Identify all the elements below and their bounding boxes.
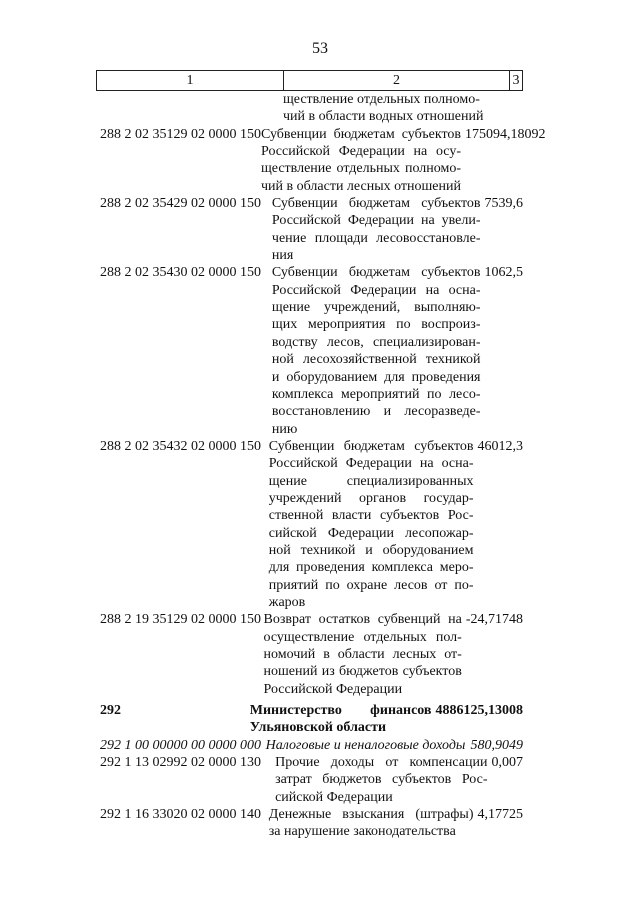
name-line: учреждений органов государ- — [268, 490, 474, 506]
name-line: затрат бюджетов субъектов Рос- — [275, 772, 488, 788]
row-value: 4,17725 — [477, 807, 523, 823]
name-line: ной лесохозяйственной техникой — [271, 352, 481, 368]
name-line: сийской Федерации лесопожар- — [268, 525, 474, 541]
name-line: чий в области лесных отношений — [261, 178, 461, 194]
name-line: Российской Федерации — [263, 681, 403, 697]
row-name — [272, 195, 485, 264]
table-header — [96, 70, 523, 91]
name-line: Субвенции бюджетам субъектов — [271, 196, 481, 212]
budget-table — [96, 70, 546, 841]
row-value: 580,9049 — [470, 737, 523, 753]
table-row — [96, 264, 523, 437]
column-header-3: 3 — [512, 73, 520, 88]
table-row — [96, 754, 523, 806]
name-line: для проведения комплекса меро- — [268, 560, 474, 576]
table-row — [96, 737, 523, 754]
row-value: -24,71748 — [465, 612, 523, 628]
name-line: Российской Федерации на осна- — [268, 456, 474, 472]
name-line: комплекса мероприятий по лесо- — [271, 386, 481, 402]
row-value: 7539,6 — [484, 196, 523, 212]
row-value: 46012,3 — [477, 438, 523, 454]
row-code: 292 1 00 00000 00 0000 000 — [100, 737, 261, 753]
table-row — [96, 126, 546, 195]
row-value — [509, 91, 523, 126]
table-body — [96, 91, 546, 841]
name-line: чение площади лесовосстановле- — [271, 230, 481, 246]
name-line: Субвенции бюджетам субъектов — [268, 438, 474, 454]
name-line: Министерство финансов — [249, 703, 432, 719]
name-line: и оборудованием для проведения — [271, 369, 481, 385]
name-line: ществление отдельных полномо- — [261, 161, 461, 177]
table-row — [96, 438, 523, 611]
row-value: 175094,18092 — [465, 126, 546, 142]
name-line: Российской Федерации на осна- — [271, 282, 481, 298]
name-line: чий в области водных отношений — [283, 109, 484, 125]
name-line: ной техникой и оборудованием — [268, 542, 474, 558]
row-name — [269, 806, 478, 841]
name-line: водству лесов, специализирован- — [271, 334, 481, 350]
row-code — [96, 91, 283, 126]
table-row — [96, 195, 523, 264]
column-header-1: 1 — [97, 71, 284, 90]
row-value: 0,007 — [491, 755, 523, 771]
column-header-2: 2 — [284, 71, 510, 90]
name-line: Российской Федерации на увели- — [271, 213, 481, 229]
name-line: за нарушение законодательства — [268, 824, 456, 840]
name-line: ношений из бюджетов субъектов — [263, 664, 462, 680]
name-line: Налоговые и неналоговые доходы — [265, 737, 466, 753]
name-line: Возврат остатков субвенций на — [263, 612, 462, 628]
row-code: 288 2 02 35430 02 0000 150 — [100, 265, 261, 281]
row-code: 292 1 13 02992 02 0000 130 — [100, 755, 261, 771]
name-line: Ульяновской области — [249, 720, 387, 736]
row-name — [275, 754, 491, 806]
name-line: нию — [271, 421, 298, 437]
row-code: 292 1 16 33020 02 0000 140 — [100, 807, 261, 823]
row-name — [283, 91, 509, 126]
name-line: сийской Федерации — [275, 789, 393, 805]
name-line: осуществление отдельных пол- — [263, 629, 462, 645]
row-name — [261, 126, 465, 195]
name-line: щих мероприятия по воспроиз- — [271, 317, 481, 333]
name-line: Денежные взыскания (штрафы) — [268, 807, 474, 823]
name-line: Российской Федерации на осу- — [261, 144, 461, 160]
name-line: щение специализированных — [268, 473, 474, 489]
row-code: 288 2 19 35129 02 0000 150 — [100, 612, 261, 628]
row-code: 288 2 02 35432 02 0000 150 — [100, 438, 261, 454]
row-value: 1062,5 — [484, 265, 523, 281]
name-line: Прочие доходы от компенсации — [275, 755, 488, 771]
row-code: 288 2 02 35429 02 0000 150 — [100, 196, 261, 212]
table-row — [96, 806, 523, 841]
row-code: 292 — [100, 703, 121, 719]
name-line: Субвенции бюджетам субъектов — [271, 265, 481, 281]
name-line: номочий в области лесных от- — [263, 647, 462, 662]
row-name — [272, 264, 485, 437]
name-line: Субвенции бюджетам субъектов — [261, 126, 461, 142]
row-name — [266, 737, 471, 754]
name-line: ственной власти субъектов Рос- — [268, 508, 474, 524]
row-name — [264, 611, 466, 698]
name-line: ния — [271, 248, 294, 264]
row-value: 4886125,13008 — [435, 703, 523, 719]
name-line: приятий по охране лесов от по- — [268, 577, 474, 593]
table-row — [96, 611, 523, 698]
table-row — [96, 702, 523, 737]
table-row-continuation — [96, 91, 523, 126]
row-code: 288 2 02 35129 02 0000 150 — [100, 126, 261, 142]
row-name — [269, 438, 478, 611]
name-line: щение учреждений, выполняю- — [271, 300, 481, 316]
name-line: восстановлению и лесоразведе- — [271, 404, 481, 420]
page-number: 53 — [312, 40, 328, 57]
row-name — [250, 702, 436, 737]
name-line: жаров — [268, 594, 306, 610]
name-line: ществление отдельных полномо- — [283, 92, 480, 107]
